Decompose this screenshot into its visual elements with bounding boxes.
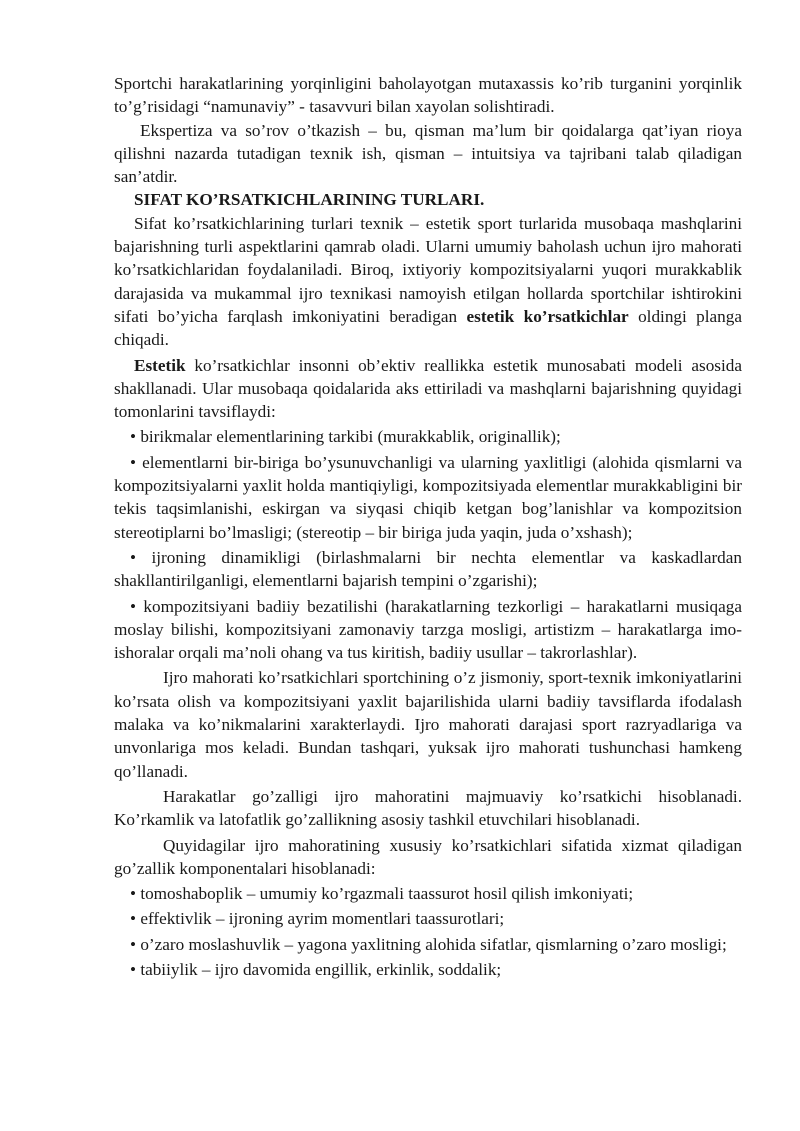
quality-types-text-end: oldingi planga chiqadi.: [114, 306, 742, 350]
paragraph-beauty: Harakatlar go’zalligi ijro mahoratini majmuaviy ko’rsatkichi hisoblanadi. Ko’rkamlik va latofatlik go’zallikning asosiy tashkil etuvchilari hisoblanadi.: [114, 786, 742, 830]
bullet-effectiveness: • effektivlik – ijroning ayrim momentlari taassurotlari;: [130, 909, 505, 929]
bullet-naturalness: • tabiiylik – ijro davomida engillik, erkinlik, soddalik;: [130, 959, 502, 979]
aesthetic-text: ko’rsatkichlar insonni ob’ektiv reallikka estetik munosabati modeli asosida shakllanadi. Ular musobaqa qoidalarida aks ettiriladi va mashqlarni bajarishning quyidagi tomonlarini tavsiflaydi:: [114, 355, 742, 422]
paragraph-intro: Sportchi harakatlarining yorqinligini baholayotgan mutaxassis ko’rib turganini yorqinlik to’g’risidagi “namunaviy” - tasavvuri bilan xayolan solishtiradi.: [114, 74, 742, 117]
bullet-dynamics: • ijroning dinamikligi (birlashmalarni bir nechta elementlar va kaskadlardan shakllantirilganligi, elementlarni bajarish tempini o’zgarishi);: [114, 547, 742, 591]
paragraph-aesthetic: [114, 354, 742, 424]
paragraph-mastery: Ijro mahorati ko’rsatkichlari sportchining o’z jismoniy, sport-texnik imkoniyatlarini ko’rsata olish va kompozitsiyani yaxlit bajarilishida ularni badiiy tavsiflarda ifodalash malaka va ko’nikmalarini xarakterlaydi. Ijro mahorati darajasi sport razryadlariga va unvonlariga mos keladi. Bundan tashqari, yuksak ijro mahorati tushunchasi hamkeng qo’llanadi.: [114, 668, 742, 781]
aesthetic-indicators-bold: estetik ko’rsatkichlar: [466, 306, 629, 326]
aesthetic-bold: Estetik: [134, 355, 186, 375]
section-heading: SIFAT KO’RSATKICHLARINING TURLARI.: [134, 190, 485, 210]
bullet-integrity: • elementlarni bir-biriga bo’ysunuvchanligi va ularning yaxlitligi (alohida qismlarni va kompozitsiyalarni yaxlit holda mantiqiyligi, kompozitsiyada elementlar murakkabligini bir tekis taqsimlanishi, eskirgan va siyqasi chiqib ketgan bog’lanishlar va kompozitsion stereotiplarni bo’lmasligi; (stereotip – bir biriga juda yaqin, juda o’xshash);: [114, 452, 742, 542]
bullet-composition: • birikmalar elementlarining tarkibi (murakkablik, originallik);: [130, 427, 561, 447]
bullet-coordination: • o’zaro moslashuvlik – yagona yaxlitning alohida sifatlar, qismlarning o’zaro mosligi;: [130, 934, 727, 954]
paragraph-quality-types: [114, 212, 742, 352]
bullet-artistic: • kompozitsiyani badiiy bezatilishi (harakatlarning tezkorligi – harakatlarni musiqaga moslay bilishi, kompozitsiyani zamonaviy tarzga mosligi, artistizm – harakatlarga imo-ishoralar orqali ma’noli ohang va tus kiritish, badiiy usullar – takrorlashlar).: [114, 596, 742, 663]
bullet-spectacle: • tomoshaboplik – umumiy ko’rgazmali taassurot hosil qilish imkoniyati;: [130, 884, 634, 904]
document-page: [114, 72, 742, 981]
quality-types-text-start: Sifat ko’rsatkichlarining turlari texnik – estetik sport turlarida musobaqa mashqlarini bajarishning turli aspektlarini qamrab oladi. Ularni umumiy baholash uchun ijro mahorati ko’rsatkichlaridan foydalaniladi. Biroq, ixtiyoriy kompozitsiyalarni yuqori murakkablik darajasida va mukammal ijro texnikasi namoyish etilgan hollarda sportchilar ishtirokini sifati bo’yicha farqlash imkoniyatini beradigan: [114, 213, 742, 326]
paragraph-components: Quyidagilar ijro mahoratining xususiy ko’rsatkichlari sifatida xizmat qiladigan go’zallik komponentalari hisoblanadi:: [114, 835, 742, 878]
paragraph-expertise: Ekspertiza va so’rov o’tkazish – bu, qisman ma’lum bir qoidalarga qat’iyan rioya qilishni nazarda tutadigan texnik ish, qisman – intuitsiya va tajribani talab qiladigan san’atdir.: [114, 120, 742, 187]
